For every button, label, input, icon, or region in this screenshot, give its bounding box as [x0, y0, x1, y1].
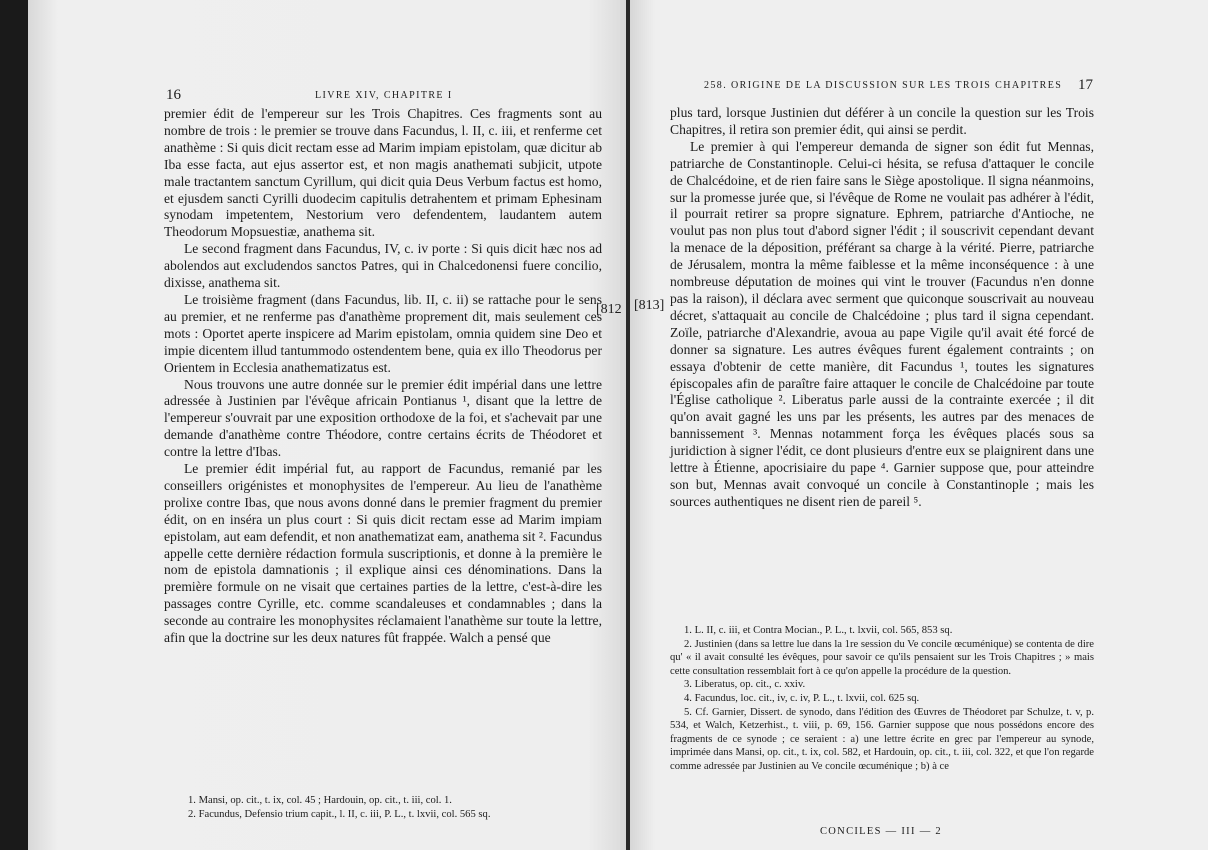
footnote: 1. Mansi, op. cit., t. ix, col. 45 ; Hardouin, op. cit., t. iii, col. 1. [188, 795, 452, 806]
running-head: 258. ORIGINE DE LA DISCUSSION SUR LES TROIS CHAPITRES [704, 80, 1063, 91]
page-number: 17 [1078, 77, 1093, 93]
paragraph: Le troisième fragment (dans Facundus, lib. II, c. ii) se rattache pour le sens au premier, et ne renferme pas d'anathème proprement dit, mais seulement ces mots : Oportet aperte inspicere ad Marim epistolam, omnia quidem sine Deo et impie dicentem illud tantummodo ostendentem bene, quia ex illo Theodorus per Orientem in Ecclesia anathematizatus est. [164, 291, 602, 375]
right-page [630, 0, 1208, 850]
paragraph: Le premier édit impérial fut, au rapport de Facundus, remanié par les conseillers origénistes et monophysites de l'empereur. Au lieu de l'anathème prolixe contre Ibas, que nous avons donné dans le premier fragment du premier édit, on en inséra un plus court : Si quis dicit rectam esse ad Marim impiam epistolam, aut eam defendit, et non anathematizat eam, anathema sit ². Facundus appelle cette dernière rédaction formula suscriptionis, et donne à la première le nom de epistola damnationis ; il explique ainsi ces dénominations. Dans la première formule on ne visait que certaines parties de la lettre, c'est-à-dire les passages contre Cyrille, etc. comme scandaleuses et condamnables ; dans la seconde au contraire les monophysites réclamaient l'anathème sur toute la lettre, afin que la doctrine sur les deux natures fût frappée. Walch a pensé que [164, 461, 602, 646]
footnote: 4. Facundus, loc. cit., iv, c. iv, P. L., t. lxvii, col. 625 sq. [684, 692, 920, 704]
margin-page-marker: [812 [596, 302, 622, 317]
left-footnotes [174, 794, 602, 821]
footnote: 2. Justinien (dans sa lettre lue dans la 1re session du Ve concile œcuménique) se contenta de dire qu' « il avait consulté les évêques, pour savoir ce qu'ils pensaient sur les Trois Chapitres ; » mais cette consultation ressemblait fort à ce qu'on appelle la procédure de la question. [670, 638, 1094, 677]
running-head: LIVRE XIV, CHAPITRE I [315, 90, 453, 101]
footnote: 2. Facundus, Defensio trium capit., l. II, c. iii, P. L., t. lxvii, col. 565 sq. [188, 808, 491, 820]
paragraph: plus tard, lorsque Justinien dut déférer à un concile la question sur les Trois Chapitres, il retira son premier édit, qui ainsi se perdit. [670, 105, 1094, 137]
left-page [28, 0, 626, 850]
margin-page-marker: [813] [634, 298, 665, 313]
left-body-text [164, 106, 602, 647]
paragraph: Nous trouvons une autre donnée sur le premier édit impérial dans une lettre adressée à Justinien par l'évêque africain Pontianus ¹, disant que la lettre de l'empereur s'ouvrait par une exposition orthodoxe de la foi, et s'achevait par une demande d'anathème contre Théodore, contre certains écrits de Théodoret et contre la lettre d'Ibas. [164, 376, 602, 460]
signature-mark: CONCILES — III — 2 [820, 826, 942, 837]
footnote: 1. L. II, c. iii, et Contra Mocian., P. L., t. lxvii, col. 565, 853 sq. [684, 625, 953, 636]
paragraph: Le second fragment dans Facundus, IV, c. iv porte : Si quis dicit hæc nos ad abolendos aut excludendos sanctos Patres, qui in Chalcedonensi fuere concilio, dixisse, anathema sit. [164, 241, 602, 291]
footnote: 5. Cf. Garnier, Dissert. de synodo, dans l'édition des Œuvres de Théodoret par Schulze, t. v, p. 534, et Walch, Ketzerhist., t. viii, p. 69, 156. Garnier suppose que nous possédons encore des fragments de ce synode ; ce seraient : a) une lettre écrite en grec par l'empereur au synode, imprimée dans Mansi, op. cit., t. ix, col. 582, et Hardouin, op. cit., t. iii, col. 322, et que l'on regarde comme adressée par Justinien au Ve concile œcuménique ; b) à ce [670, 706, 1094, 772]
paragraph: Le premier à qui l'empereur demanda de signer son édit fut Mennas, patriarche de Constantinople. Celui-ci hésita, se refusa d'attaquer le concile de Chalcédoine, et de rien faire sans le Siège apostolique. Il signa néanmoins, sur la promesse jurée que, si l'évêque de Rome ne voulait pas adhérer à l'édit, il pourrait retirer sa propre signature. Ephrem, patriarche d'Antioche, ne voulut pas non plus tout d'abord signer l'édit ; il souscrivit cependant devant la menace de la déposition, préférant sa charge à la vérité. Pierre, patriarche de Jérusalem, montra la même faiblesse et la même inconséquence : à une nombreuse députation de moines qui vint le trouver (Facundus n'en donne pas la raison), il déclara avec serment que quiconque souscrivait au nouveau décret, s'attaquait au concile de Chalcédoine ; plus tard il signa cependant. Zoïle, patriarche d'Alexandrie, avoua au pape Vigile qu'il avait été forcé de donner sa signature. Les autres évêques furent également contraints ; on essaya d'obtenir de cette manière, dit Facundus ¹, toutes les signatures épiscopales afin de paraître faire attaquer le concile de Chalcédoine par toute l'Église catholique ². Liberatus parle aussi de la contrainte exercée ; il dit qu'on avait gagné les uns par les présents, les autres par des menaces de bannissement ³. Mennas notamment força les évêques placés sous sa juridiction à signer l'édit, ce dont plusieurs d'entre eux se plaignirent dans une lettre à Étienne, apocrisiaire du pape ⁴. Garnier suppose que, pour atteindre son but, Mennas avait convoqué un concile à Constantinople ; mais les sources authentiques ne disent rien de pareil ⁵. [670, 138, 1094, 509]
footnote: 3. Liberatus, op. cit., c. xxiv. [684, 679, 806, 691]
paragraph: premier édit de l'empereur sur les Trois Chapitres. Ces fragments sont au nombre de trois : le premier se trouve dans Facundus, l. II, c. iii, et renferme cet anathème : Si quis dicit rectam esse ad Marim impiam epistolam, quæ dicitur ab Iba esse facta, aut ejus assertor est, et non magis anathemati subjicit, utpote male tractantem sanctum Cyrillum, qui dicit quia Deus Verbum factus est homo, et ejusdem sancti Cyrilli duodecim capitulis detrahentem et primam Ephesinam synodam impetentem, Nestorium vero defendentem, laudantem autem Theodorum Mopsuestiæ, anathema sit. [164, 106, 602, 240]
right-footnotes [670, 624, 1094, 774]
page-number: 16 [166, 87, 181, 103]
right-body-text [670, 105, 1094, 511]
